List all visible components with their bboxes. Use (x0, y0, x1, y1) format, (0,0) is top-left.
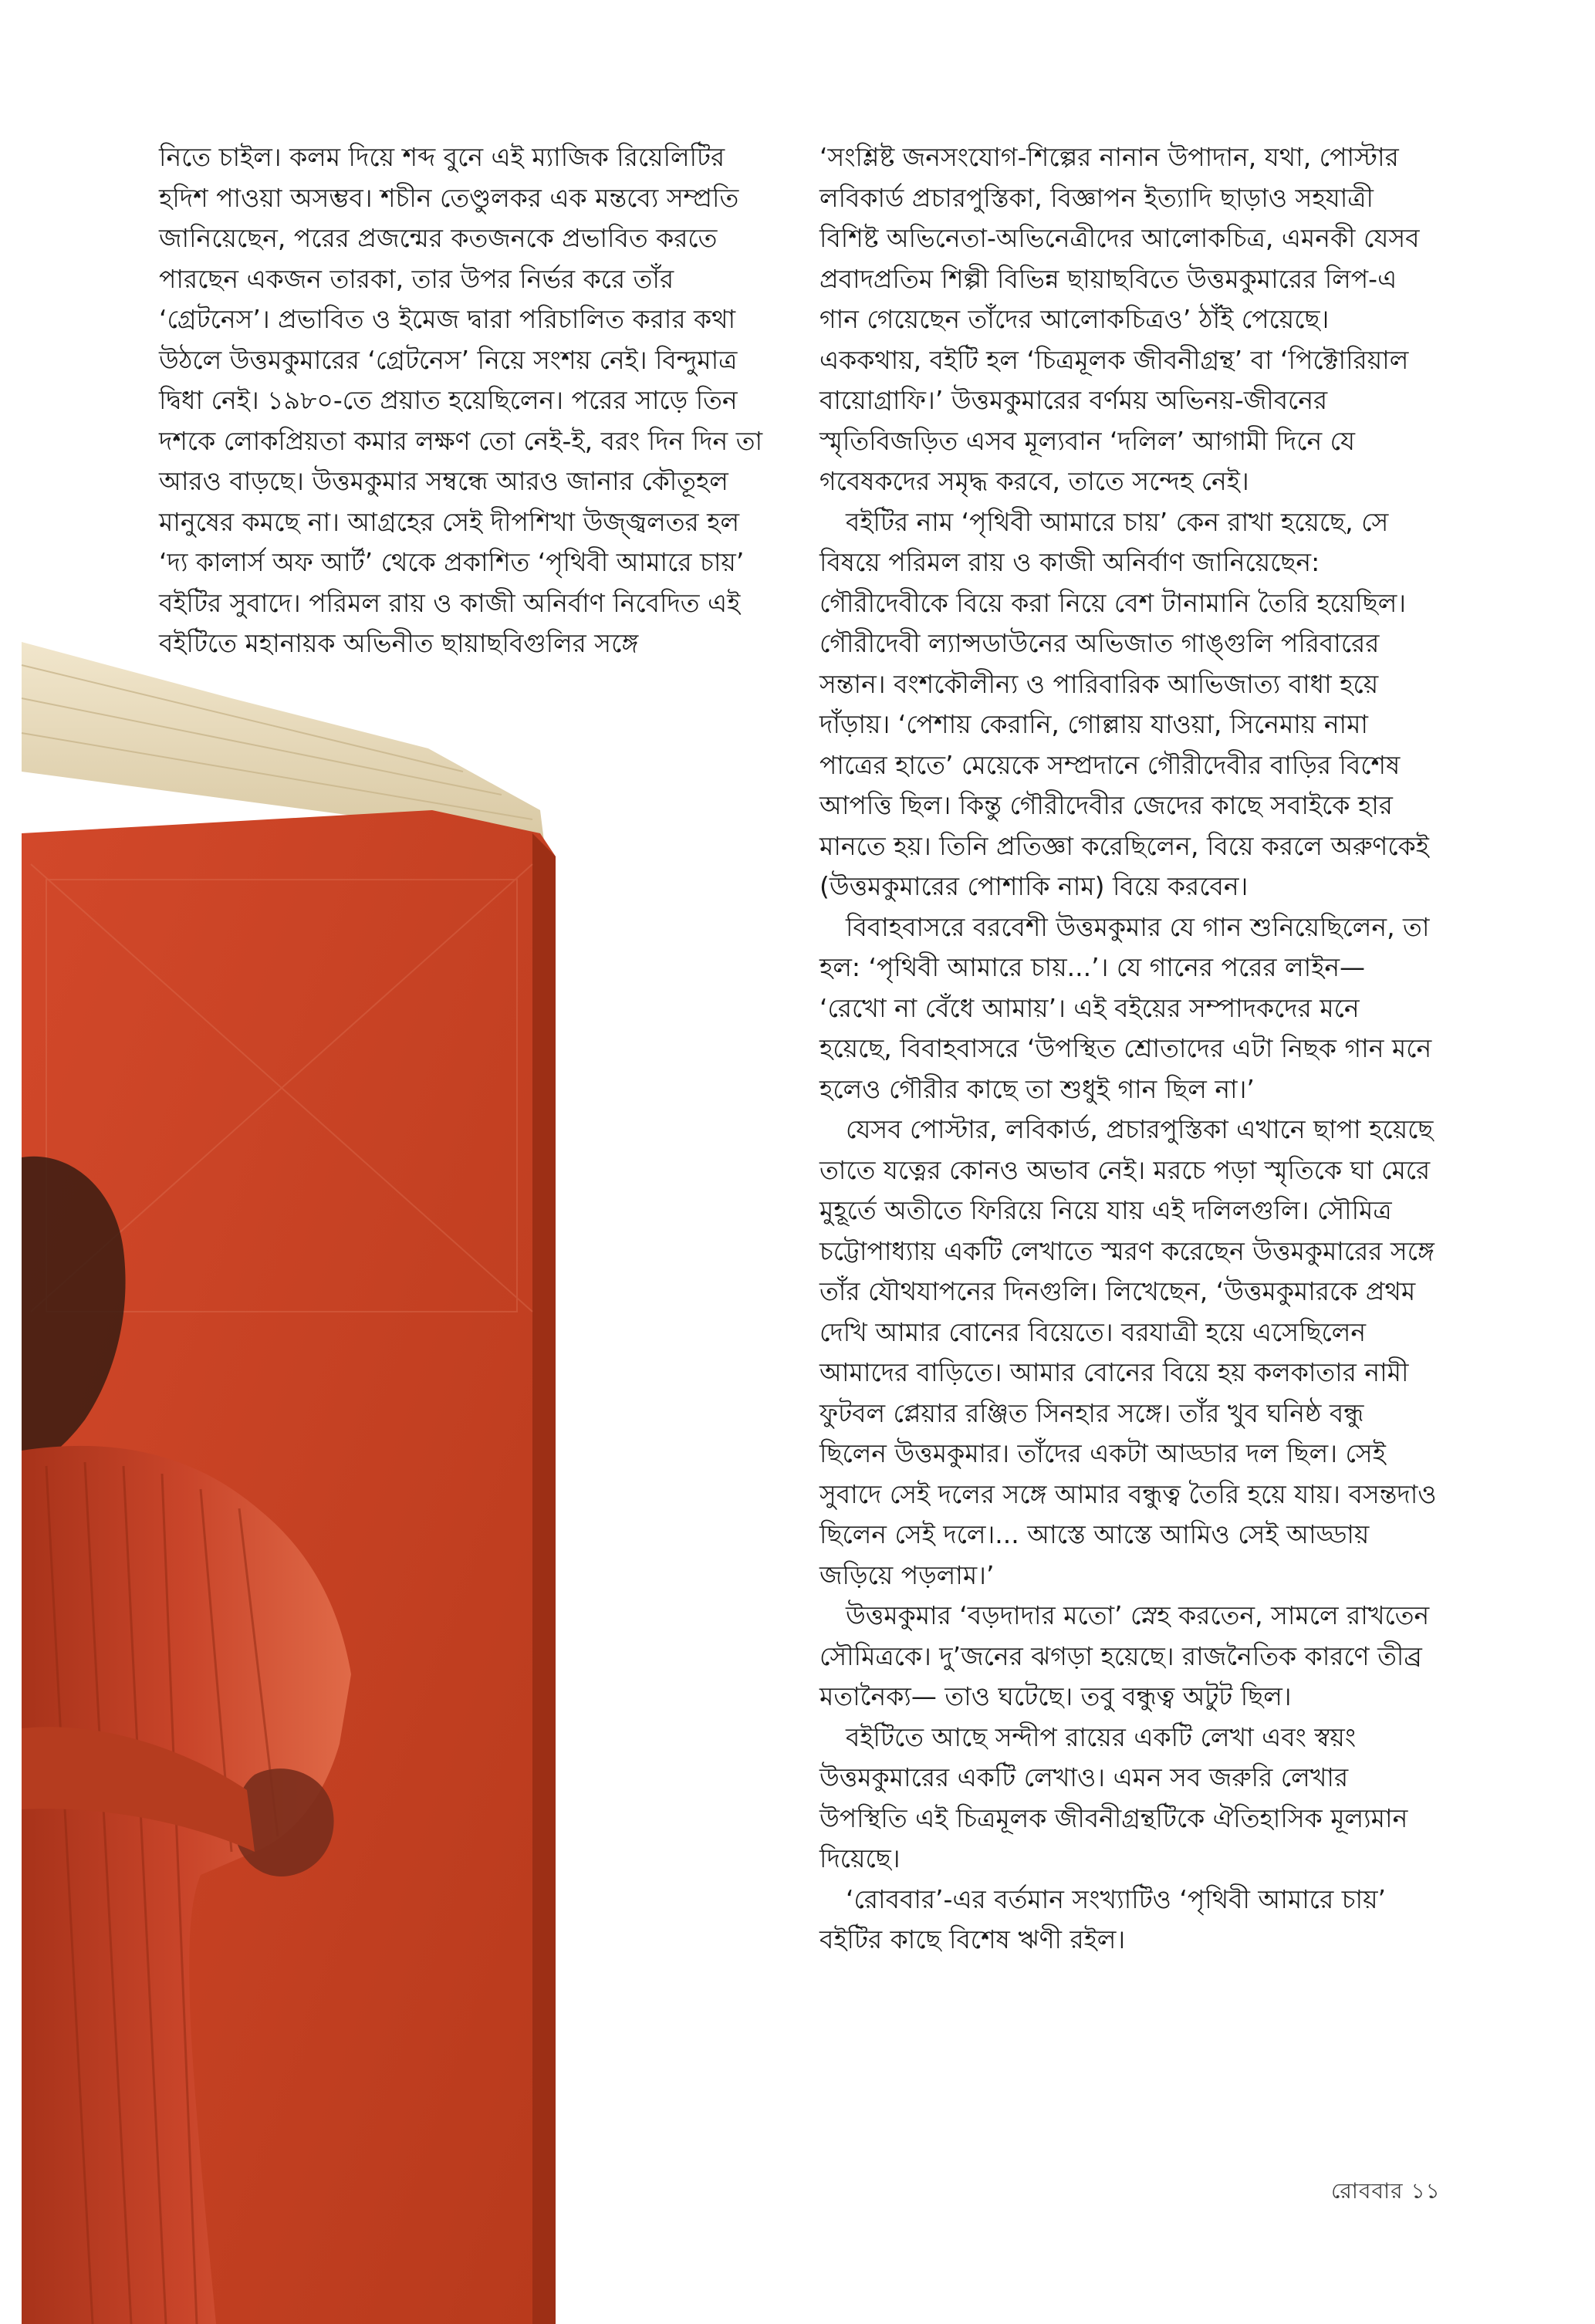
article-paragraph: বইটির নাম ‘পৃথিবী আমারে চায়’ কেন রাখা হয়েছে, সে বিষয়ে পরিমল রায় ও কাজী অনির্বাণ জানিয়েছেন: গৌরীদেবীকে বিয়ে করা নিয়ে বেশ টানামানি তৈরি হয়েছিল। গৌরীদেবী ল্যান্সডাউনের অভিজাত গাঙ্গুলি পরিবারের সন্তান। বংশকৌলীন্য ও পারিবারিক আভিজাত্য বাধা হয়ে দাঁড়ায়। ‘পেশায় কেরানি, গোল্লায় যাওয়া, সিনেমায় নামা পাত্রের হাতে’ মেয়েকে সম্প্রদানে গৌরীদেবীর বাড়ির বিশেষ আপত্তি ছিল। কিন্তু গৌরীদেবীর জেদের কাছে সবাইকে হার মানতে হয়। তিনি প্রতিজ্ঞা করেছিলেন, বিয়ে করলে অরুণকেই (উত্তমকুমারের পোশাকি নাম) বিয়ে করবেন। (819, 506, 1429, 901)
article-column-left (159, 137, 769, 664)
book-pages-shape (22, 642, 544, 841)
article-paragraph: বিবাহবাসরে বরবেশী উত্তমকুমার যে গান শুনিয়েছিলেন, তা হল: ‘পৃথিবী আমারে চায়...’। যে গানের পরের লাইন— ‘রেখো না বেঁধে আমায়’। এই বইয়ের সম্পাদকদের মনে হয়েছে, বিবাহবাসরে ‘উপস্থিত শ্রোতাদের এটা নিছক গান মনে হলেও গৌরীর কাছে তা শুধুই গান ছিল না।’ (819, 911, 1432, 1104)
article-paragraph: উত্তমকুমার ‘বড়দাদার মতো’ স্নেহ করতেন, সামলে রাখতেন সৌমিত্রকে। দু’জনের ঝগড়া হয়েছে। রাজনৈতিক কারণে তীব্র মতানৈক্য— তাও ঘটেছে। তবু বন্ধুত্ব অটুট ছিল। (819, 1600, 1430, 1711)
article-paragraph: যেসব পোস্টার, লবিকার্ড, প্রচারপুস্তিকা এখানে ছাপা হয়েছে তাতে যত্নের কোনও অভাব নেই। মরচে পড়া স্মৃতিকে ঘা মেরে মুহূর্তে অতীতে ফিরিয়ে নিয়ে যায় এই দলিলগুলি। সৌমিত্র চট্টোপাধ্যায় একটি লেখাতে স্মরণ করেছেন উত্তমকুমারের সঙ্গে তাঁর যৌথযাপনের দিনগুলি। লিখেছেন, ‘উত্তমকুমারকে প্রথম দেখি আমার বোনের বিয়েতে। বরযাত্রী হয়ে এসেছিলেন আমাদের বাড়িতে। আমার বোনের বিয়ে হয় কলকাতার নামী ফুটবল প্লেয়ার রঞ্জিত সিনহার সঙ্গে। তাঁর খুব ঘনিষ্ঠ বন্ধু ছিলেন উত্তমকুমার। তাঁদের একটা আড্ডার দল ছিল। সেই সুবাদে সেই দলের সঙ্গে আমার বন্ধুত্ব তৈরি হয়ে যায়। বসন্তদাও ছিলেন সেই দলে।... আস্তে আস্তে আমিও সেই আড্ডায় জড়িয়ে পড়লাম।’ (819, 1114, 1437, 1590)
article-column-right (819, 137, 1437, 1961)
article-paragraph: ‘সংশ্লিষ্ট জনসংযোগ-শিল্পের নানান উপাদান, যথা, পোস্টার লবিকার্ড প্রচারপুস্তিকা, বিজ্ঞাপন ইত্যাদি ছাড়াও সহযাত্রী বিশিষ্ট অভিনেতা-অভিনেত্রীদের আলোকচিত্র, এমনকী যেসব প্রবাদপ্রতিম শিল্পী বিভিন্ন ছায়াছবিতে উত্তমকুমারের লিপ-এ গান গেয়েছেন তাঁদের আলোকচিত্রও’ ঠাঁই পেয়েছে। এককথায়, বইটি হল ‘চিত্রমূলক জীবনীগ্রন্থ’ বা ‘পিক্টোরিয়াল বায়োগ্রাফি।’ উত্তমকুমারের বর্ণময় অভিনয়-জীবনের স্মৃতিবিজড়িত এসব মূল্যবান ‘দলিল’ আগামী দিনে যে গবেষকদের সমৃদ্ধ করবে, তাতে সন্দেহ নেই। (819, 142, 1420, 496)
article-paragraph: বইটিতে আছে সন্দীপ রায়ের একটি লেখা এবং স্বয়ং উত্তমকুমারের একটি লেখাও। এমন সব জরুরি লেখার উপস্থিতি এই চিত্রমূলক জীবনীগ্রন্থটিকে ঐতিহাসিক মূল্যমান দিয়েছে। (819, 1721, 1408, 1873)
page-folio: রোববার ১১ (1331, 2178, 1441, 2204)
article-paragraph: ‘রোববার’-এর বর্তমান সংখ্যাটিও ‘পৃথিবী আমারে চায়’ বইটির কাছে বিশেষ ঋণী রইল। (819, 1883, 1387, 1954)
article-paragraph: নিতে চাইল। কলম দিয়ে শব্দ বুনে এই ম্যাজিক রিয়েলিটির হদিশ পাওয়া অসম্ভব। শচীন তেণ্ডুলকর এক মন্তব্যে সম্প্রতি জানিয়েছেন, পরের প্রজন্মের কতজনকে প্রভাবিত করতে পারছেন একজন তারকা, তার উপর নির্ভর করে তাঁর ‘গ্রেটনেস’। প্রভাবিত ও ইমেজ দ্বারা পরিচালিত করার কথা উঠলে উত্তমকুমারের ‘গ্রেটনেস’ নিয়ে সংশয় নেই। বিন্দুমাত্র দ্বিধা নেই। ১৯৮০-তে প্রয়াত হয়েছিলেন। পরের সাড়ে তিন দশকে লোকপ্রিয়তা কমার লক্ষণ তো নেই-ই, বরং দিন দিন তা আরও বাড়ছে। উত্তমকুমার সম্বন্ধে আরও জানার কৌতূহল মানুষের কমছে না। আগ্রহের সেই দীপশিখা উজ্জ্বলতর হল ‘দ্য কালার্স অফ আর্ট’ থেকে প্রকাশিত ‘পৃথিবী আমারে চায়’ বইটির সুবাদে। পরিমল রায় ও কাজী অনির্বাণ নিবেদিত এই বইটিতে মহানায়ক অভিনীত ছায়াছবিগুলির সঙ্গে (159, 142, 763, 658)
book-spine-edge (532, 833, 556, 2324)
